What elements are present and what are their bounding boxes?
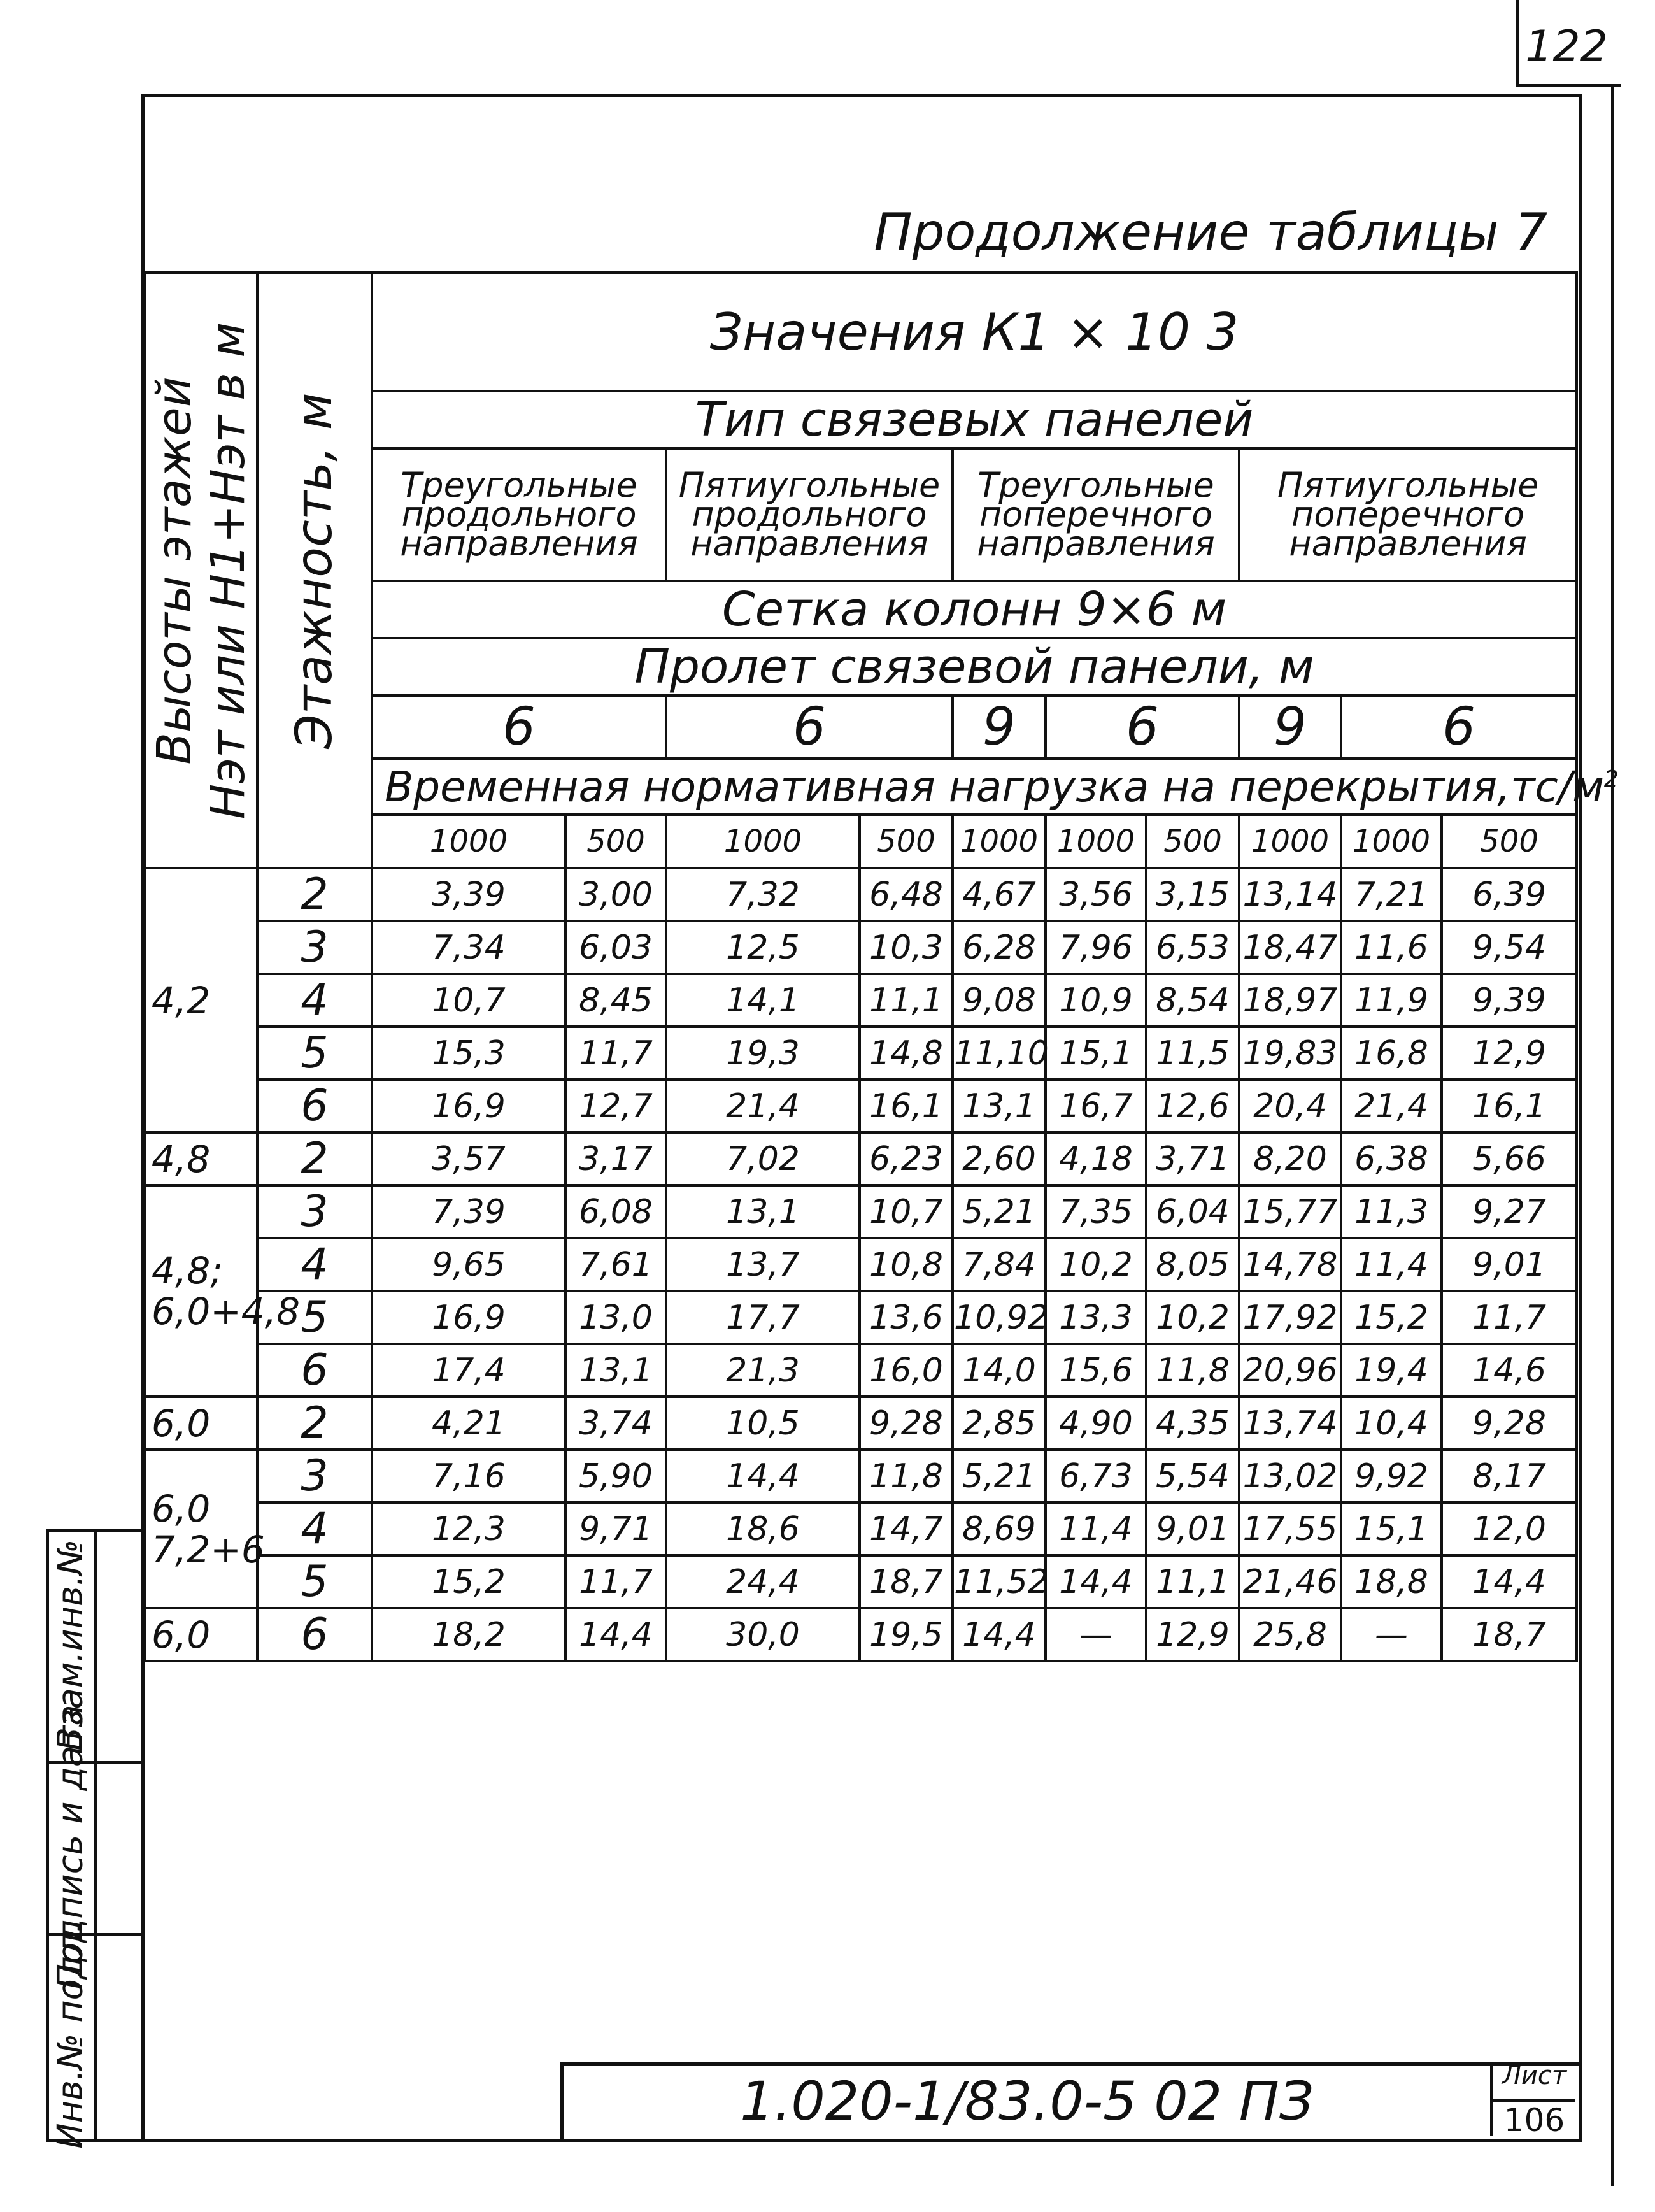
height-cell: 4,8: [145, 1132, 257, 1185]
value-cell: 11,7: [565, 1027, 666, 1080]
value-cell: 17,7: [666, 1291, 860, 1344]
value-cell: 20,96: [1239, 1344, 1341, 1397]
table-row: [145, 1608, 1577, 1661]
value-cell: 16,7: [1046, 1080, 1146, 1132]
floors-cell: 5: [257, 1027, 372, 1080]
value-cell: 3,00: [565, 868, 666, 921]
value-cell: 12,7: [565, 1080, 666, 1132]
value-cell: 15,2: [1341, 1291, 1442, 1344]
value-cell: 13,1: [953, 1080, 1046, 1132]
value-cell: 7,39: [372, 1185, 565, 1238]
value-cell: 19,83: [1239, 1027, 1341, 1080]
value-cell: 5,90: [565, 1450, 666, 1502]
value-cell: 9,71: [565, 1502, 666, 1555]
value-cell: 6,04: [1146, 1185, 1239, 1238]
value-cell: 3,71: [1146, 1132, 1239, 1185]
floors-cell: 5: [257, 1555, 372, 1608]
value-cell: 19,4: [1341, 1344, 1442, 1397]
value-cell: 15,6: [1046, 1344, 1146, 1397]
height-cell: 6,0: [145, 1608, 257, 1661]
value-cell: 7,61: [565, 1238, 666, 1291]
span-value: 6: [372, 696, 666, 759]
value-cell: 24,4: [666, 1555, 860, 1608]
height-cell: 4,8; 6,0+4,8: [145, 1185, 257, 1397]
floors-cell: 3: [257, 1450, 372, 1502]
value-cell: 17,55: [1239, 1502, 1341, 1555]
load-column-header: 1000: [1046, 815, 1146, 868]
value-cell: 4,67: [953, 868, 1046, 921]
value-cell: 13,14: [1239, 868, 1341, 921]
span-value: 9: [953, 696, 1046, 759]
value-cell: 10,4: [1341, 1397, 1442, 1450]
value-cell: 10,3: [860, 921, 953, 974]
value-cell: 8,20: [1239, 1132, 1341, 1185]
load-column-header: 1000: [372, 815, 565, 868]
span-value: 6: [1046, 696, 1239, 759]
value-cell: 15,1: [1341, 1502, 1442, 1555]
load-column-header: 1000: [666, 815, 860, 868]
k1-values-table: [144, 271, 1619, 1662]
table-title: Значения К1 × 10 3: [372, 273, 1577, 391]
value-cell: 14,4: [666, 1450, 860, 1502]
value-cell: 14,7: [860, 1502, 953, 1555]
value-cell: 15,3: [372, 1027, 565, 1080]
floors-header: Этажность, м: [286, 392, 343, 749]
value-cell: 6,28: [953, 921, 1046, 974]
value-cell: 18,6: [666, 1502, 860, 1555]
value-cell: 7,02: [666, 1132, 860, 1185]
value-cell: —: [1341, 1608, 1442, 1661]
value-cell: 9,08: [953, 974, 1046, 1027]
value-cell: 10,5: [666, 1397, 860, 1450]
value-cell: 2,85: [953, 1397, 1046, 1450]
value-cell: 6,23: [860, 1132, 953, 1185]
value-cell: 9,39: [1442, 974, 1577, 1027]
table-row: [145, 1132, 1577, 1185]
table-row: [145, 921, 1577, 974]
load-column-header: 1000: [1341, 815, 1442, 868]
value-cell: 10,9: [1046, 974, 1146, 1027]
value-cell: 13,74: [1239, 1397, 1341, 1450]
value-cell: 18,2: [372, 1608, 565, 1661]
value-cell: 14,78: [1239, 1238, 1341, 1291]
value-cell: 10,7: [860, 1185, 953, 1238]
value-cell: 3,17: [565, 1132, 666, 1185]
value-cell: 16,8: [1341, 1027, 1442, 1080]
value-cell: 9,54: [1442, 921, 1577, 974]
value-cell: 13,3: [1046, 1291, 1146, 1344]
value-cell: 9,65: [372, 1238, 565, 1291]
value-cell: 14,4: [953, 1608, 1046, 1661]
floors-cell: 4: [257, 1502, 372, 1555]
table-row: [145, 1397, 1577, 1450]
table-row: [145, 1291, 1577, 1344]
floors-cell: 6: [257, 1608, 372, 1661]
span-value: 9: [1239, 696, 1341, 759]
value-cell: 9,27: [1442, 1185, 1577, 1238]
value-cell: 15,77: [1239, 1185, 1341, 1238]
table-row: [145, 1238, 1577, 1291]
floors-cell: 5: [257, 1291, 372, 1344]
stamp-signature-label: Подпись и дата: [50, 1704, 90, 1990]
value-cell: 4,21: [372, 1397, 565, 1450]
value-cell: 19,3: [666, 1027, 860, 1080]
value-cell: 12,3: [372, 1502, 565, 1555]
value-cell: 7,84: [953, 1238, 1046, 1291]
value-cell: 12,9: [1146, 1608, 1239, 1661]
value-cell: 6,48: [860, 868, 953, 921]
value-cell: 21,4: [1341, 1080, 1442, 1132]
value-cell: 11,5: [1146, 1027, 1239, 1080]
value-cell: 11,7: [1442, 1291, 1577, 1344]
value-cell: 13,02: [1239, 1450, 1341, 1502]
value-cell: 6,53: [1146, 921, 1239, 974]
load-header-cell: [372, 759, 1619, 815]
load-header-sup: 2: [1603, 766, 1619, 792]
value-cell: 5,54: [1146, 1450, 1239, 1502]
value-cell: 21,3: [666, 1344, 860, 1397]
height-header: Высоты этажей Нэт или Н1+Нэт в м: [147, 322, 255, 819]
value-cell: 11,7: [565, 1555, 666, 1608]
floors-cell: 2: [257, 868, 372, 921]
panel-type-header: Тип связевых панелей: [372, 391, 1577, 448]
load-column-header: 1000: [953, 815, 1046, 868]
value-cell: 9,28: [860, 1397, 953, 1450]
right-margin-line: [1611, 84, 1614, 2186]
table-row: [145, 974, 1577, 1027]
value-cell: 19,5: [860, 1608, 953, 1661]
value-cell: 14,0: [953, 1344, 1046, 1397]
stamp-replace-label: Взам.инв.№: [50, 1539, 90, 1752]
value-cell: 13,1: [666, 1185, 860, 1238]
grid-header: Сетка колонн 9×6 м: [372, 581, 1577, 638]
value-cell: 10,7: [372, 974, 565, 1027]
value-cell: 4,18: [1046, 1132, 1146, 1185]
value-cell: 4,35: [1146, 1397, 1239, 1450]
table-row: [145, 868, 1577, 921]
value-cell: 16,9: [372, 1080, 565, 1132]
value-cell: 13,0: [565, 1291, 666, 1344]
table-row: [145, 1185, 1577, 1238]
value-cell: 18,47: [1239, 921, 1341, 974]
value-cell: 4,90: [1046, 1397, 1146, 1450]
document-code: 1.020-1/83.0-5 02 ПЗ: [740, 2070, 1314, 2132]
value-cell: 12,6: [1146, 1080, 1239, 1132]
value-cell: 21,46: [1239, 1555, 1341, 1608]
value-cell: 11,8: [860, 1450, 953, 1502]
load-column-header: 500: [1442, 815, 1577, 868]
value-cell: 7,96: [1046, 921, 1146, 974]
value-cell: 18,7: [860, 1555, 953, 1608]
value-cell: 3,56: [1046, 868, 1146, 921]
value-cell: 20,4: [1239, 1080, 1341, 1132]
load-header: Временная нормативная нагрузка на перекрытия,тс/м: [385, 762, 1604, 811]
value-cell: 12,5: [666, 921, 860, 974]
value-cell: 3,15: [1146, 868, 1239, 921]
value-cell: 2,60: [953, 1132, 1046, 1185]
value-cell: 14,4: [1046, 1555, 1146, 1608]
value-cell: 7,35: [1046, 1185, 1146, 1238]
value-cell: 10,2: [1146, 1291, 1239, 1344]
sheet-number: 106: [1503, 2102, 1565, 2139]
continuation-title: Продолжение таблицы 7: [874, 203, 1547, 262]
load-column-header: 1000: [1239, 815, 1341, 868]
table-body: [145, 868, 1577, 1661]
value-cell: 16,0: [860, 1344, 953, 1397]
height-cell: 4,2: [145, 868, 257, 1132]
table-row: [145, 1027, 1577, 1080]
value-cell: 11,9: [1341, 974, 1442, 1027]
panel-type-2: Пятиугольные продольного направления: [666, 448, 953, 581]
value-cell: 7,16: [372, 1450, 565, 1502]
value-cell: 13,7: [666, 1238, 860, 1291]
table-row: [145, 1450, 1577, 1502]
value-cell: 18,7: [1442, 1608, 1577, 1661]
value-cell: 9,01: [1146, 1502, 1239, 1555]
value-cell: 11,1: [1146, 1555, 1239, 1608]
table-row: [145, 1555, 1577, 1608]
span-header: Пролет связевой панели, м: [372, 638, 1577, 696]
value-cell: 3,57: [372, 1132, 565, 1185]
panel-type-4: Пятиугольные поперечного направления: [1239, 448, 1577, 581]
span-value: 6: [666, 696, 953, 759]
load-column-header: 500: [1146, 815, 1239, 868]
value-cell: 10,92: [953, 1291, 1046, 1344]
value-cell: 6,08: [565, 1185, 666, 1238]
value-cell: 11,8: [1146, 1344, 1239, 1397]
value-cell: 6,38: [1341, 1132, 1442, 1185]
value-cell: 3,39: [372, 868, 565, 921]
value-cell: 17,92: [1239, 1291, 1341, 1344]
floors-header-cell: [257, 273, 372, 868]
value-cell: 6,73: [1046, 1450, 1146, 1502]
floors-cell: 2: [257, 1132, 372, 1185]
value-cell: 10,2: [1046, 1238, 1146, 1291]
value-cell: 9,28: [1442, 1397, 1577, 1450]
value-cell: 11,4: [1341, 1238, 1442, 1291]
value-cell: 8,69: [953, 1502, 1046, 1555]
value-cell: 17,4: [372, 1344, 565, 1397]
span-value: 6: [1341, 696, 1577, 759]
value-cell: —: [1046, 1608, 1146, 1661]
value-cell: 5,66: [1442, 1132, 1577, 1185]
value-cell: 14,4: [565, 1608, 666, 1661]
floors-cell: 4: [257, 1238, 372, 1291]
value-cell: 11,52: [953, 1555, 1046, 1608]
value-cell: 14,8: [860, 1027, 953, 1080]
floors-cell: 2: [257, 1397, 372, 1450]
value-cell: 3,74: [565, 1397, 666, 1450]
value-cell: 18,8: [1341, 1555, 1442, 1608]
table-row: [145, 1080, 1577, 1132]
value-cell: 11,4: [1046, 1502, 1146, 1555]
height-cell: 6,0: [145, 1397, 257, 1450]
value-cell: 7,21: [1341, 868, 1442, 921]
floors-cell: 3: [257, 921, 372, 974]
page-number: 122: [1525, 22, 1608, 72]
floors-cell: 6: [257, 1344, 372, 1397]
value-cell: 14,6: [1442, 1344, 1577, 1397]
table-row: [145, 1344, 1577, 1397]
value-cell: 13,6: [860, 1291, 953, 1344]
panel-type-1: Треугольные продольного направления: [372, 448, 666, 581]
value-cell: 18,97: [1239, 974, 1341, 1027]
value-cell: 5,21: [953, 1450, 1046, 1502]
value-cell: 15,2: [372, 1555, 565, 1608]
value-cell: 5,21: [953, 1185, 1046, 1238]
height-header-cell: [145, 273, 257, 868]
value-cell: 11,1: [860, 974, 953, 1027]
value-cell: 21,4: [666, 1080, 860, 1132]
panel-type-3: Треугольные поперечного направления: [953, 448, 1239, 581]
value-cell: 14,4: [1442, 1555, 1577, 1608]
stamp-inventory-label: Инв.№ подл.: [50, 1922, 90, 2149]
value-cell: 12,0: [1442, 1502, 1577, 1555]
value-cell: 16,1: [1442, 1080, 1577, 1132]
floors-cell: 3: [257, 1185, 372, 1238]
value-cell: 30,0: [666, 1608, 860, 1661]
load-column-header: 500: [860, 815, 953, 868]
value-cell: 12,9: [1442, 1027, 1577, 1080]
value-cell: 9,92: [1341, 1450, 1442, 1502]
value-cell: 13,1: [565, 1344, 666, 1397]
value-cell: 7,32: [666, 868, 860, 921]
value-cell: 10,8: [860, 1238, 953, 1291]
value-cell: 11,6: [1341, 921, 1442, 974]
value-cell: 9,01: [1442, 1238, 1577, 1291]
floors-cell: 4: [257, 974, 372, 1027]
value-cell: 11,10: [953, 1027, 1046, 1080]
value-cell: 8,45: [565, 974, 666, 1027]
value-cell: 14,1: [666, 974, 860, 1027]
value-cell: 16,9: [372, 1291, 565, 1344]
value-cell: 25,8: [1239, 1608, 1341, 1661]
value-cell: 7,34: [372, 921, 565, 974]
value-cell: 8,05: [1146, 1238, 1239, 1291]
height-cell: 6,0 7,2+6: [145, 1450, 257, 1608]
value-cell: 8,54: [1146, 974, 1239, 1027]
table-row: [145, 1502, 1577, 1555]
load-column-header: 500: [565, 815, 666, 868]
value-cell: 8,17: [1442, 1450, 1577, 1502]
value-cell: 11,3: [1341, 1185, 1442, 1238]
value-cell: 16,1: [860, 1080, 953, 1132]
sheet-label: Лист: [1502, 2061, 1567, 2090]
value-cell: 15,1: [1046, 1027, 1146, 1080]
floors-cell: 6: [257, 1080, 372, 1132]
value-cell: 6,03: [565, 921, 666, 974]
stamp-strip-divider: [94, 1529, 97, 2139]
value-cell: 6,39: [1442, 868, 1577, 921]
